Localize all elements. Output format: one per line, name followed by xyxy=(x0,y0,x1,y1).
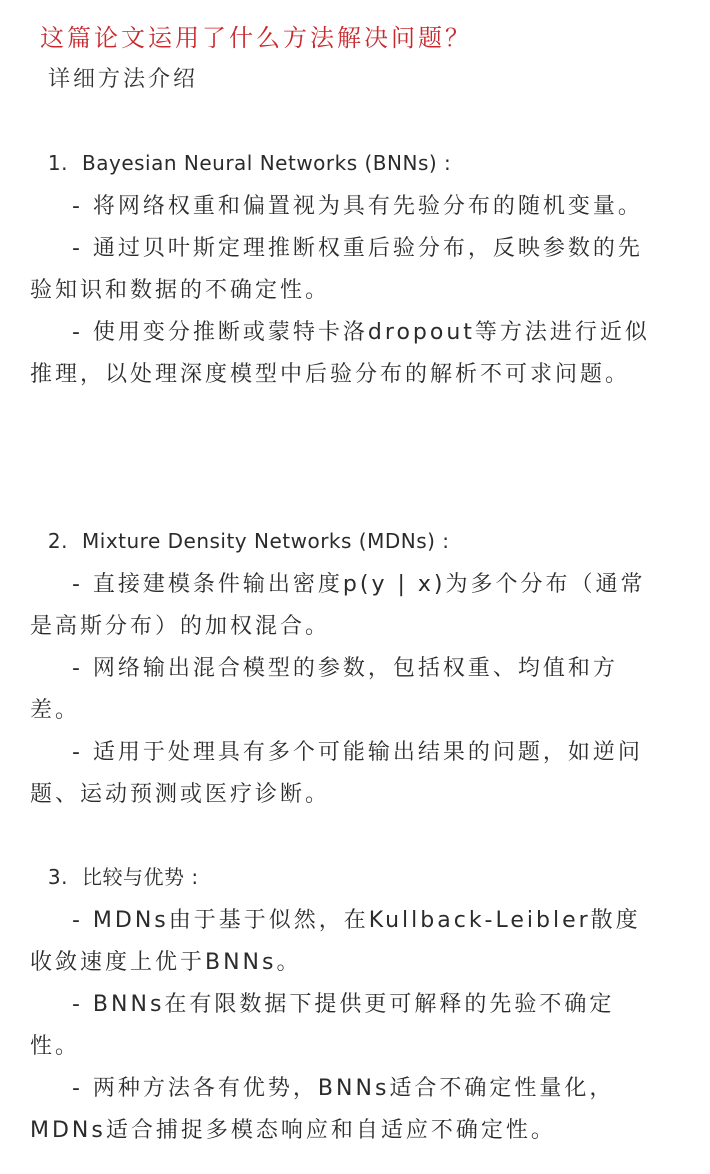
bullet-item: - BNNs在有限数据下提供更可解释的先验不确定性。 xyxy=(30,992,615,1059)
comparison-section xyxy=(30,864,655,1152)
section-heading xyxy=(30,150,655,176)
bullet-item: - 网络输出混合模型的参数，包括权重、均值和方差。 xyxy=(30,656,618,723)
section-heading xyxy=(30,864,655,890)
method-section-mdn xyxy=(30,528,655,816)
section-body xyxy=(30,564,655,816)
section-heading-text: 比较与优势 : xyxy=(82,865,199,889)
section-subtitle: 详细方法介绍 xyxy=(48,67,199,92)
bullet-item: - MDNs由于基于似然，在Kullback-Leibler散度收敛速度上优于BNNs。 xyxy=(30,908,641,975)
section-heading xyxy=(30,528,655,554)
method-section-bnn xyxy=(30,150,655,396)
section-body xyxy=(30,900,655,1152)
bullet-item: - 将网络权重和偏置视为具有先验分布的随机变量。 xyxy=(72,194,643,219)
bullet-item: - 适用于处理具有多个可能输出结果的问题，如逆问题、运动预测或医疗诊断。 xyxy=(30,740,643,807)
bullet-item: - 直接建模条件输出密度p(y | x)为多个分布（通常是高斯分布）的加权混合。 xyxy=(30,572,646,639)
section-number: 1. xyxy=(47,151,68,175)
bullet-item: - 通过贝叶斯定理推断权重后验分布，反映参数的先验知识和数据的不确定性。 xyxy=(30,236,643,303)
section-number: 2. xyxy=(47,529,68,553)
bullet-item: - 两种方法各有优势，BNNs适合不确定性量化，MDNs适合捕捉多模态响应和自适应不确定性。 xyxy=(30,1076,615,1143)
section-heading-text: Bayesian Neural Networks (BNNs) : xyxy=(82,151,452,175)
section-heading-text: Mixture Density Networks (MDNs) : xyxy=(82,529,450,553)
bullet-item: - 使用变分推断或蒙特卡洛dropout等方法进行近似推理，以处理深度模型中后验分布的解析不可求问题。 xyxy=(30,320,650,387)
question-title: 这篇论文运用了什么方法解决问题？ xyxy=(40,24,472,52)
section-body xyxy=(30,186,655,396)
section-number: 3. xyxy=(47,865,68,889)
